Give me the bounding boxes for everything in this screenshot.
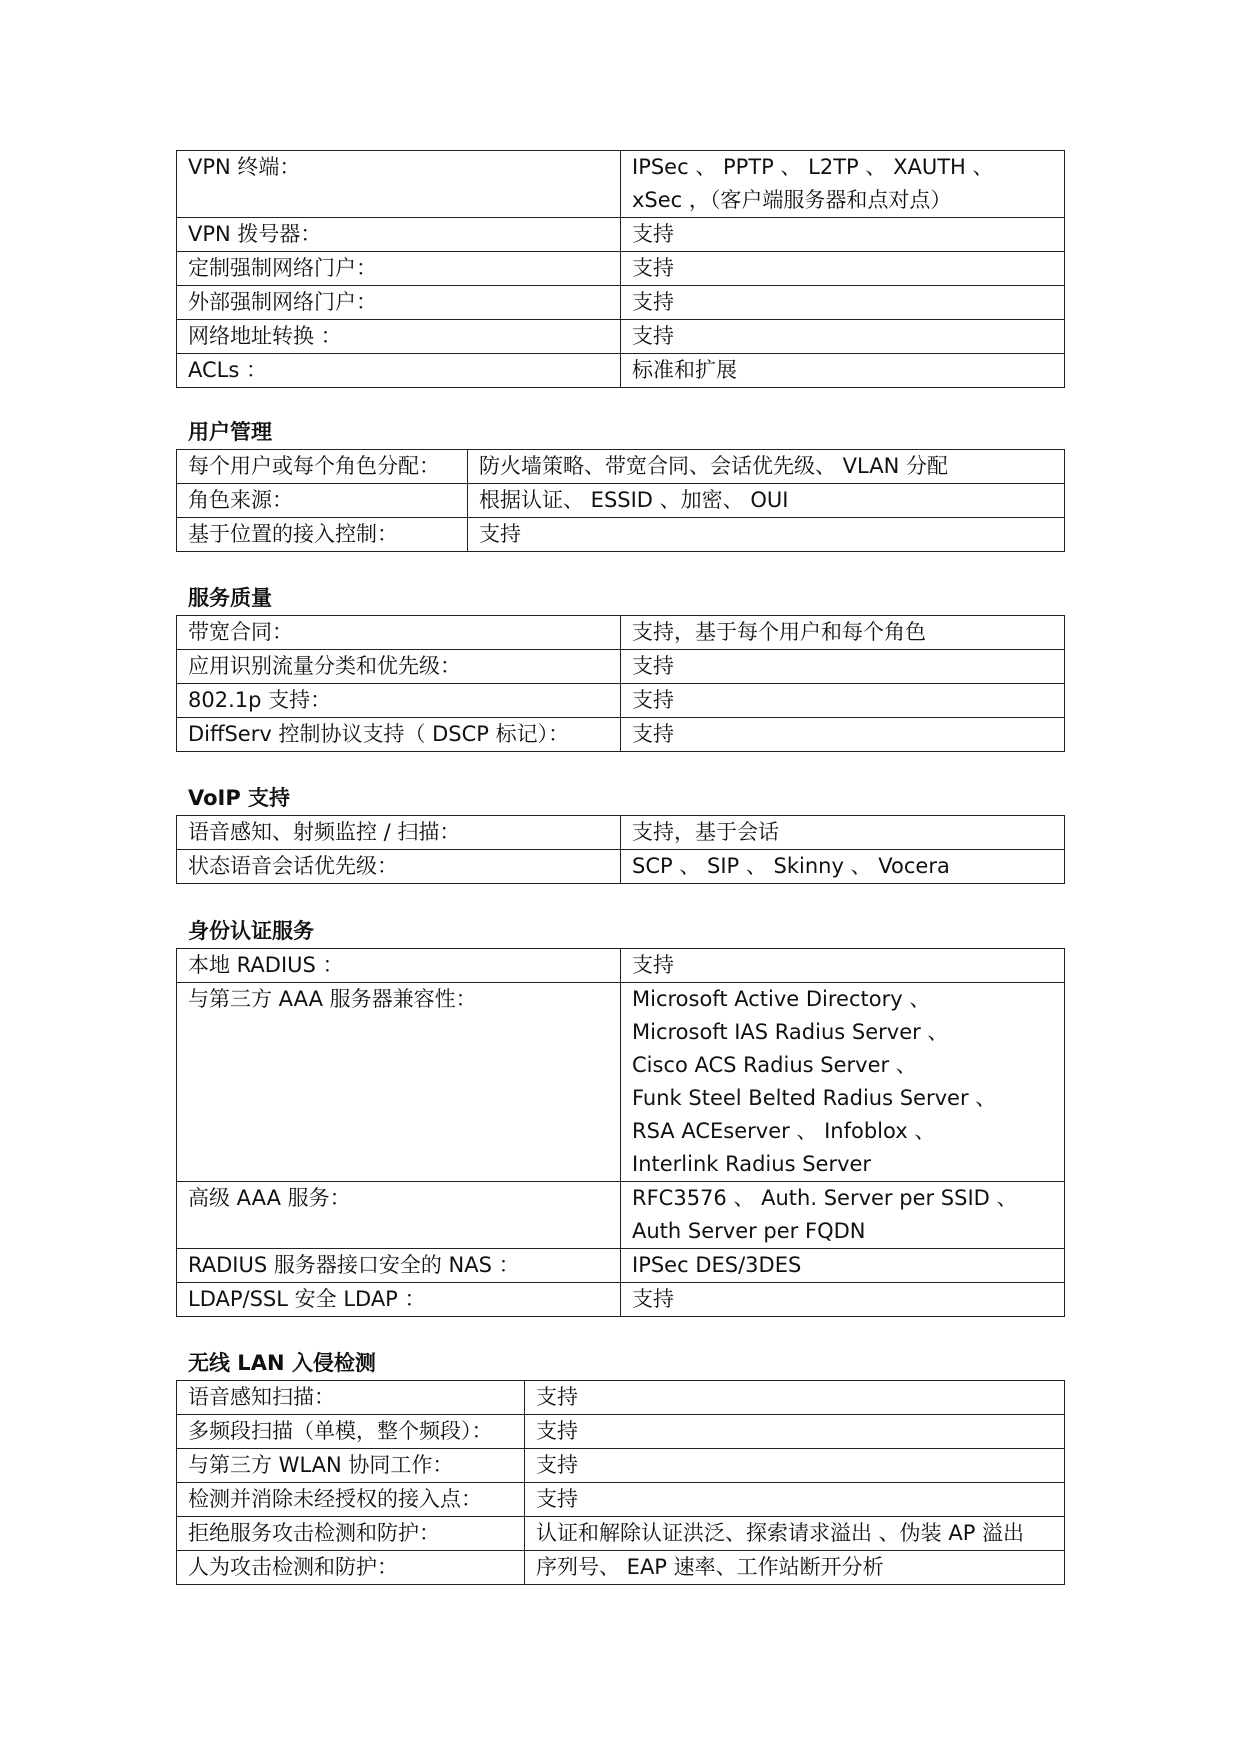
row-label: 本地 RADIUS ：: [177, 949, 621, 983]
value-line: Auth Server per FQDN: [632, 1219, 866, 1243]
row-value: [468, 484, 1065, 518]
row-value: [525, 1483, 1065, 1517]
value-line: 支持: [632, 953, 674, 977]
value-line: 根据认证、 ESSID 、加密、 OUI: [479, 488, 789, 512]
table-row: [177, 1483, 1065, 1517]
row-label: 检测并消除未经授权的接入点：: [177, 1483, 525, 1517]
wids-section: [176, 1347, 1065, 1585]
value-line: 支持: [632, 654, 674, 678]
row-value: [621, 650, 1065, 684]
value-line: 支持: [536, 1419, 578, 1443]
value-line: 支持: [632, 256, 674, 280]
row-value: [621, 616, 1065, 650]
row-value: [621, 252, 1065, 286]
row-value: [525, 1415, 1065, 1449]
row-label: 语音感知扫描：: [177, 1381, 525, 1415]
row-value: [621, 320, 1065, 354]
table-row: [177, 484, 1065, 518]
table-row: [177, 286, 1065, 320]
row-label: DiffServ 控制协议支持（ DSCP 标记）：: [177, 718, 621, 752]
row-value: [621, 983, 1065, 1182]
table-row: [177, 1283, 1065, 1317]
table-row: [177, 252, 1065, 286]
value-line: Funk Steel Belted Radius Server 、: [632, 1086, 997, 1110]
value-line: 支持: [632, 222, 674, 246]
row-value: [621, 1249, 1065, 1283]
value-line: 序列号、 EAP 速率、工作站断开分析: [536, 1555, 884, 1579]
row-label: 语音感知、射频监控 / 扫描：: [177, 816, 621, 850]
row-value: [621, 684, 1065, 718]
row-label: 外部强制网络门户：: [177, 286, 621, 320]
row-label: 高级 AAA 服务：: [177, 1182, 621, 1249]
value-line: 防火墙策略、带宽合同、会话优先级、 VLAN 分配: [479, 454, 948, 478]
row-label: 与第三方 AAA 服务器兼容性：: [177, 983, 621, 1182]
value-line: 支持: [536, 1385, 578, 1409]
qos-section: [176, 582, 1065, 752]
table-row: [177, 151, 1065, 218]
row-label: 应用识别流量分类和优先级：: [177, 650, 621, 684]
row-label: 拒绝服务攻击检测和防护：: [177, 1517, 525, 1551]
table-row: [177, 1182, 1065, 1249]
table-row: [177, 850, 1065, 884]
row-label: 基于位置的接入控制：: [177, 518, 468, 552]
value-line: Interlink Radius Server: [632, 1152, 872, 1176]
value-line: 支持: [536, 1453, 578, 1477]
section-title: 无线 LAN 入侵检测: [188, 1351, 376, 1375]
row-label: 角色来源：: [177, 484, 468, 518]
row-value: [621, 354, 1065, 388]
row-value: [525, 1449, 1065, 1483]
table-row: [177, 983, 1065, 1182]
row-value: [621, 1283, 1065, 1317]
row-value: [621, 151, 1065, 218]
table-row: [177, 1551, 1065, 1585]
value-line: 支持: [632, 1287, 674, 1311]
row-label: 网络地址转换 ：: [177, 320, 621, 354]
table-row: [177, 320, 1065, 354]
row-value: [468, 450, 1065, 484]
row-label: 多频段扫描（单模，整个频段）：: [177, 1415, 525, 1449]
row-label: 与第三方 WLAN 协同工作：: [177, 1449, 525, 1483]
table-row: [177, 616, 1065, 650]
value-line: Microsoft Active Directory 、: [632, 987, 931, 1011]
row-label: 定制强制网络门户：: [177, 252, 621, 286]
table-row: [177, 1449, 1065, 1483]
row-label: 状态语音会话优先级：: [177, 850, 621, 884]
table-row: [177, 684, 1065, 718]
value-line: IPSec DES/3DES: [632, 1253, 802, 1277]
value-line: 支持: [632, 324, 674, 348]
value-line: RSA ACEserver 、 Infoblox 、: [632, 1119, 936, 1143]
auth-table: [176, 948, 1065, 1317]
row-label: ACLs ：: [177, 354, 621, 388]
table-row: [177, 650, 1065, 684]
value-line: 支持: [632, 722, 674, 746]
table-row: [177, 718, 1065, 752]
table-row: [177, 816, 1065, 850]
table-row: [177, 1415, 1065, 1449]
row-label: VPN 终端：: [177, 151, 621, 218]
row-value: [621, 1182, 1065, 1249]
value-line: 支持: [632, 688, 674, 712]
user-mgmt-section: [176, 416, 1065, 552]
row-value: [621, 949, 1065, 983]
value-line: 支持: [536, 1487, 578, 1511]
row-label: VPN 拨号器：: [177, 218, 621, 252]
row-value: [621, 218, 1065, 252]
row-value: [525, 1551, 1065, 1585]
section-title: VoIP 支持: [188, 786, 291, 810]
row-value: [621, 816, 1065, 850]
table-row: [177, 518, 1065, 552]
row-label: 每个用户或每个角色分配：: [177, 450, 468, 484]
row-value: [621, 718, 1065, 752]
row-label: 802.1p 支持：: [177, 684, 621, 718]
value-line: IPSec 、 PPTP 、 L2TP 、 XAUTH 、: [632, 155, 994, 179]
row-value: [525, 1517, 1065, 1551]
value-line: xSec ，（客户端服务器和点对点）: [632, 188, 952, 212]
value-line: 支持: [632, 290, 674, 314]
row-label: LDAP/SSL 安全 LDAP ：: [177, 1283, 621, 1317]
table-row: [177, 1381, 1065, 1415]
user-mgmt-table: [176, 449, 1065, 552]
section-title: 身份认证服务: [188, 919, 314, 943]
table-row: [177, 1517, 1065, 1551]
value-line: Cisco ACS Radius Server 、: [632, 1053, 917, 1077]
auth-section: [176, 915, 1065, 1317]
voip-section: [176, 782, 1065, 884]
value-line: 支持，基于每个用户和每个角色: [632, 620, 926, 644]
value-line: Microsoft IAS Radius Server 、: [632, 1020, 949, 1044]
section-title: 用户管理: [188, 420, 272, 444]
row-value: [525, 1381, 1065, 1415]
row-value: [468, 518, 1065, 552]
value-line: 标准和扩展: [632, 358, 737, 382]
value-line: 认证和解除认证洪泛、探索请求溢出 、伪装 AP 溢出: [536, 1521, 1025, 1545]
section-title: 服务质量: [188, 586, 272, 610]
voip-table: [176, 815, 1065, 884]
table-row: [177, 1249, 1065, 1283]
table-row: [177, 450, 1065, 484]
vpn-section: [176, 150, 1065, 388]
qos-table: [176, 615, 1065, 752]
value-line: RFC3576 、 Auth. Server per SSID 、: [632, 1186, 1018, 1210]
table-row: [177, 218, 1065, 252]
wids-table: [176, 1380, 1065, 1585]
row-value: [621, 286, 1065, 320]
value-line: 支持，基于会话: [632, 820, 779, 844]
row-label: 人为攻击检测和防护：: [177, 1551, 525, 1585]
row-label: 带宽合同：: [177, 616, 621, 650]
value-line: SCP 、 SIP 、 Skinny 、 Vocera: [632, 854, 950, 878]
vpn-table: [176, 150, 1065, 388]
table-row: [177, 949, 1065, 983]
value-line: 支持: [479, 522, 521, 546]
table-row: [177, 354, 1065, 388]
row-value: [621, 850, 1065, 884]
row-label: RADIUS 服务器接口安全的 NAS ：: [177, 1249, 621, 1283]
